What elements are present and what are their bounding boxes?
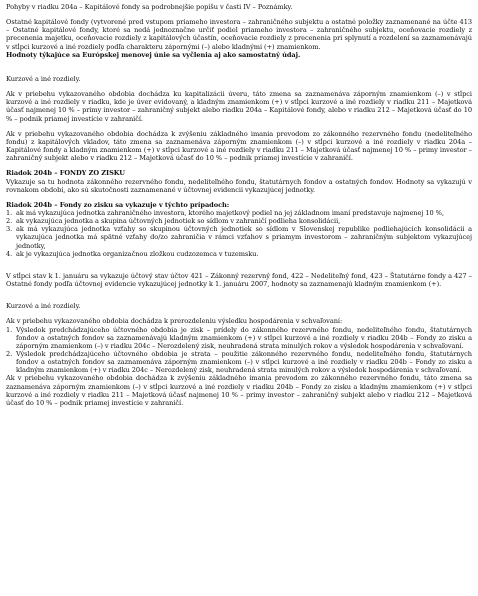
spacer: [6, 258, 472, 272]
list-text: Výsledok predchádzajúceho účtovného obdobia je strata – použitie zákonného rezervného fondu, nedeliteľného fondu, štatutárnych fondov a ostatných fondov sa zaznamenáva záporným znamienkom (–) v stĺpci kurzové a iné rozdiely v riadku 204b – Fondy zo zisku a kladným znamienkom (+) v riadku 204c – Nerozdelený zisk, neuhradená strata minulých rokov a výsledok hospodárenia v schvaľovaní.: [16, 350, 472, 375]
list-text: ak má vykazujúca jednotka vzťahy so skupinou účtovných jednotiek so sídlom v Slovenskej republike podliehajúcich konsolidácii a vykazujúca jednotka má spätné vzťahy do/zo zahraničia v rámci vzťahov s priamym investorom – zahraničným subjektom vykazujúcej jednotky,: [16, 225, 472, 250]
list-text: ak vykazujúca jednotka a skupina účtovných jednotiek so sídlom v zahraničí podlieha konsolidácii,: [16, 217, 341, 226]
paragraph-pripady: Riadok 204b – Fondy zo zisku sa vykazuje v týchto prípadoch:: [6, 200, 230, 209]
spacer: [6, 162, 472, 169]
list-text: ak je vykazujúca jednotka organizačnou zložkou cudzozemca v tuzemsku.: [16, 249, 259, 258]
vysledok-list: [6, 326, 472, 375]
spacer: [6, 288, 472, 302]
paragraph-ostatne-fondy: Ostatné kapitálové fondy (vytvorené pred vstupom priameho investora – zahraničného subjektu a ostatné položky zaznamenané na účte 413 – Ostatné kapitálové fondy, ktoré sa nedá jednoznačne určiť podiel priameho investora – zahraničného subjektu, oceňovacie rozdiely z precenenia majetku, oceňovacie rozdiely z kapitálových účastín, oceňovacie rozdiely z precenenia pri splynutí a rozdelení sa zaznamenávajú v stĺpci kurzové a iné rozdiely podľa charakteru zápornými (–) alebo kladnými (+) znamienkom.: [6, 18, 472, 51]
list-number: 1.: [6, 325, 13, 334]
list-number: 1.: [6, 208, 13, 217]
heading-kurzove-rozdiely-2: Kurzové a iné rozdiely.: [6, 302, 81, 311]
spacer: [6, 194, 472, 201]
list-number: 2.: [6, 217, 13, 226]
list-number: 3.: [6, 225, 13, 234]
paragraph-kapitalizacia: Ak v priebehu vykazovaného obdobia dochádza ku kapitalizácii úveru, táto zmena sa zaznamenáva záporným znamienkom (–) v stĺpci kurzové a iné rozdiely v riadku, kde je úver evidovaný, a kladným znamienkom (+) v stĺpci kurzové a iné rozdiely v riadku 211 – Majetková účasť najmenej 10 % – primy investor – zahraničný subjekt alebo riadku 204a – Kapitálové fondy, alebo v riadku 212 – Majetková účasť do 10 % – podnik priamej investície v zahraničí.: [6, 90, 472, 123]
list-item: [6, 225, 472, 249]
cases-list: [6, 209, 472, 258]
spacer: [6, 310, 472, 317]
spacer: [6, 123, 472, 130]
list-text: Výsledok predchádzajúceho účtovného obdobia je zisk – prídely do zákonného rezervného fondu, nedeliteľného fondu, štatutárnych fondov a ostatných fondov sa zaznamenávajú kladným znamienkom (+) v stĺpci kurzové a iné rozdiely v riadku 204b – Fondy zo zisku a záporným znamienkom (–) v riadku 204c – Nerozdelený zisk, neuhradená strata minulých rokov a výsledok hospodárenia v schvaľovaní.: [16, 325, 472, 350]
paragraph-vykazuje: Vykazuje sa tu hodnota zákonného rezervného fondu, nedeliteľného fondu, štatutárnych fondov a ostatných fondov. Hodnoty sa vykazujú v rovnakom období, ako sú skutočnosti zaznamenané v účtovnej evidencii vykazujúcej jednotky.: [6, 177, 472, 194]
heading-kurzove-rozdiely: Kurzové a iné rozdiely.: [6, 74, 81, 83]
list-number: 4.: [6, 249, 13, 258]
paragraph-zvysenie-imania-1: Ak v priebehu vykazovaného obdobia dochádza k zvýšeniu základného imania prevodom zo zákonného rezervného fondu (nedeliteľného fondu) z kapitálových vkladov, táto zmena sa zaznamenáva záporným znamienkom (–) v stĺpci kurzové a iné rozdiely v riadku 204a – Kapitálové fondy a kladným znamienkom (+) v stĺpci kurzové a iné rozdiely v riadku 211 – Majetková účasť najmenej 10 % – primy investor – zahraničný subjekt alebo v riadku 212 – Majetková účasť do 10 % – podnik priamej investície v zahraničí.: [6, 129, 472, 163]
list-item: [6, 250, 472, 258]
paragraph-vysledok-intro: Ak v priebehu vykazovaného obdobia dochádza k prerozdeleniu výsledku hospodárenia v schvaľovaní:: [6, 317, 343, 326]
paragraph-stav-k-1-januaru: V stĺpci stav k 1. januáru sa vykazuje účtový stav účtov 421 – Zákonný rezervný fond, 422 – Nedeliteľný fond, 423 – Štatutárne fondy a 427 – Ostatné fondy podľa účtovnej evidencie vykazujúcej jednotky k 1. januáru 2007, hodnoty sa zaznamenajú kladným znamienkom (+).: [6, 271, 472, 289]
section-title-204b: Riadok 204b – FONDY ZO ZISKU: [6, 169, 125, 178]
spacer: [6, 11, 472, 18]
paragraph-zvysenie-imania-2: Ak v priebehu vykazovaného obdobia dochádza k zvýšeniu základného imania prevodom zo zákonného rezervného fondu, táto zmena sa zaznamenáva záporným znamienkom (–) v stĺpci kurzové a iné rozdiely v riadku 204b – Fondy zo zisku a kladným znamienkom (+) v stĺpci kurzové a iné rozdiely v riadku 211 – Majetková účasť najmenej 10 % – primy investor – zahraničný subjekt alebo v riadku 212 – Majetková účasť do 10 % – podnik priamej investície v zahraničí.: [6, 374, 472, 407]
paragraph-emu-note: Hodnoty týkajúce sa Európskej menovej únie sa vyčlenia aj ako samostatný údaj.: [6, 50, 301, 59]
intro-line: Pohyby v riadku 204a – Kapitálové fondy sa podrobnejšie popíšu v časti IV – Poznámky.: [6, 3, 293, 11]
spacer: [6, 59, 472, 75]
list-item: [6, 209, 472, 217]
list-text: ak má vykazujúca jednotka zahraničného investora, ktorého majetkový podiel na jej základnom imaní predstavuje najmenej 10 %,: [16, 208, 444, 217]
list-number: 2.: [6, 350, 13, 358]
list-item: [6, 326, 472, 350]
list-item: [6, 350, 472, 374]
